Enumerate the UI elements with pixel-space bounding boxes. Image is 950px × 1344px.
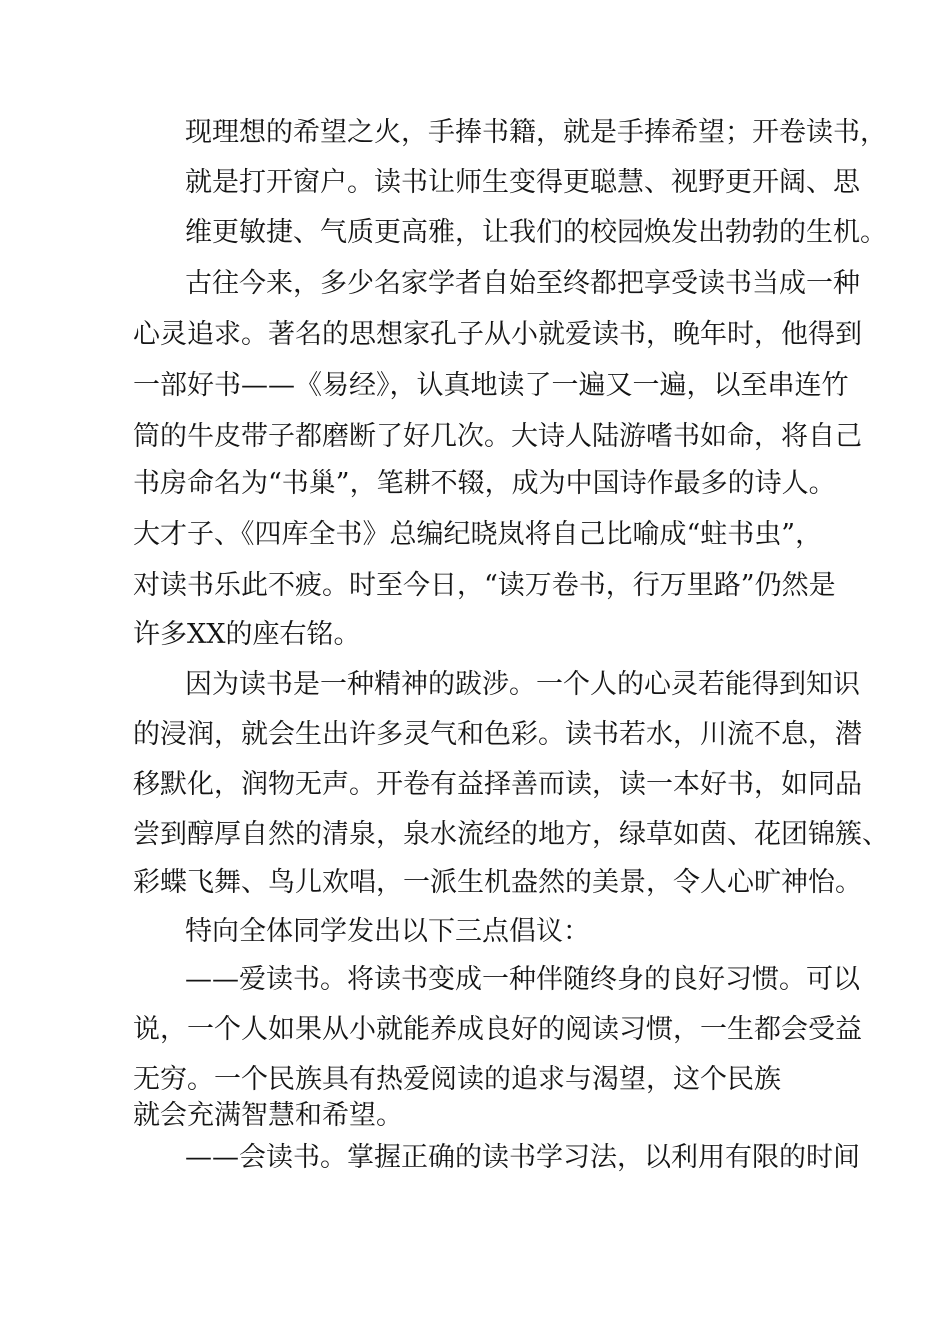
text-line: 书房命名为“书巢”，笔耕不辍，成为中国诗作最多的诗人。 [133, 468, 836, 499]
text-line: 特向全体同学发出以下三点倡议： [185, 916, 590, 947]
text-line: 古往今来，多少名家学者自始至终都把享受读书当成一种 [185, 268, 860, 299]
text-line: 说，一个人如果从小就能养成良好的阅读习惯，一生都会受益 [133, 1014, 862, 1045]
text-line: 筒的牛皮带子都磨断了好几次。大诗人陆游嗜书如命，将自己 [133, 421, 862, 452]
text-line: 移默化，润物无声。开卷有益择善而读，读一本好书，如同品 [133, 769, 862, 800]
text-line: ——会读书。掌握正确的读书学习法，以利用有限的时间 [185, 1142, 860, 1173]
text-line: 无穷。一个民族具有热爱阅读的追求与渴望，这个民族 [133, 1064, 781, 1095]
text-line: 尝到醇厚自然的清泉，泉水流经的地方，绿草如茵、花团锦簇、 [133, 819, 889, 850]
text-line: 的浸润，就会生出许多灵气和色彩。读书若水，川流不息，潜 [133, 719, 862, 750]
text-line: 一部好书——《易经》，认真地读了一遍又一遍，以至串连竹 [133, 370, 849, 401]
text-line: 心灵追求。著名的思想家孔子从小就爱读书，晚年时，他得到 [133, 319, 862, 350]
text-line: 就是打开窗户。读书让师生变得更聪慧、视野更开阔、思 [185, 167, 860, 198]
text-line: 彩蝶飞舞、鸟儿欢唱，一派生机盎然的美景，令人心旷神怡。 [133, 867, 862, 898]
text-line: 大才子、《四库全书》总编纪晓岚将自己比喻成“蛀书虫”， [133, 519, 823, 550]
text-line: 因为读书是一种精神的跋涉。一个人的心灵若能得到知识 [185, 669, 860, 700]
text-line: 许多XX的座右铭。 [133, 619, 361, 650]
text-line: 维更敏捷、气质更高雅，让我们的校园焕发出勃勃的生机。 [185, 217, 887, 248]
text-line: ——爱读书。将读书变成一种伴随终身的良好习惯。可以 [185, 964, 860, 995]
text-line: 就会充满智慧和希望。 [133, 1100, 403, 1131]
text-line: 现理想的希望之火，手捧书籍，就是手捧希望；开卷读书， [185, 117, 887, 148]
text-line: 对读书乐此不疲。时至今日，“读万卷书，行万里路”仍然是 [133, 570, 836, 601]
